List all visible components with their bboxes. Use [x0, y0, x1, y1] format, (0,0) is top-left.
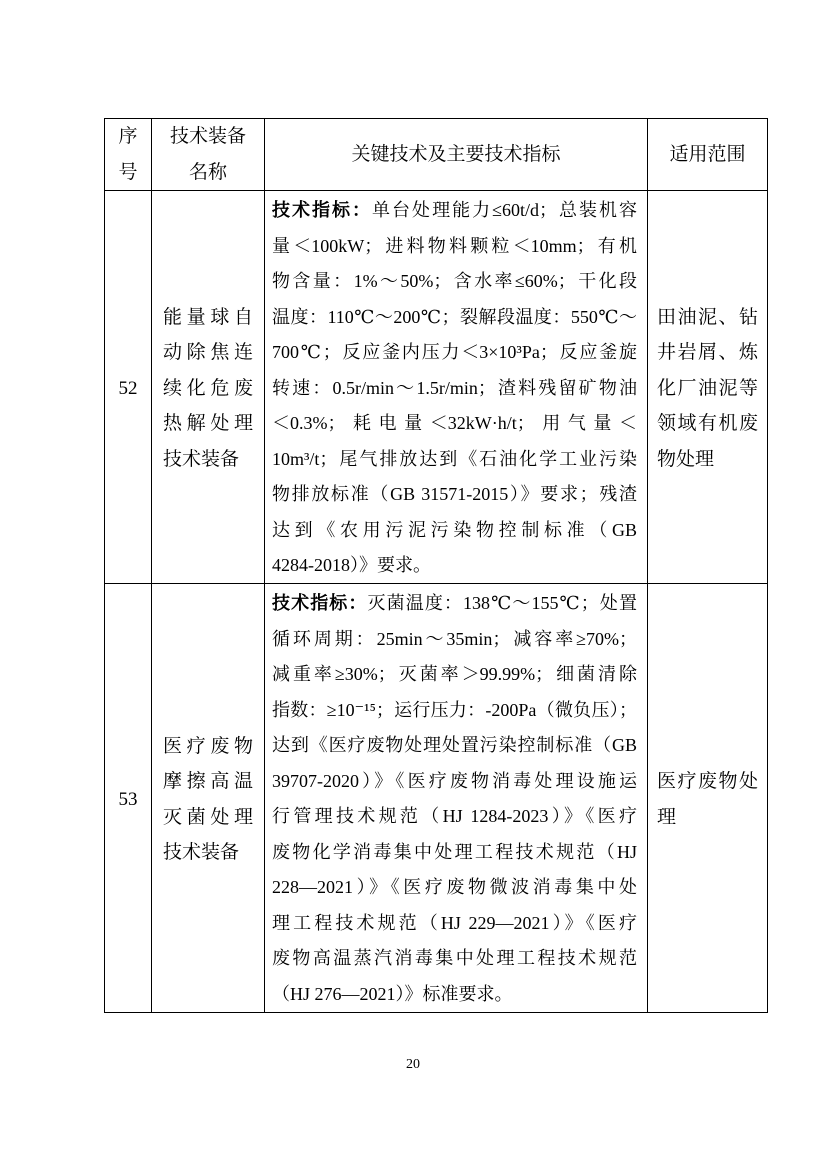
header-name-cell — [151, 118, 265, 191]
indicator-line: 10m³/t；尾气排放达到《石油化学工业污染 — [272, 448, 637, 469]
indicator-line: ＜0.3%；耗电量＜32kW·h/t；用气量＜ — [272, 413, 637, 433]
indicator-line — [272, 193, 637, 229]
indicator-line: 达到《农用污泥污染物控制标准（GB — [272, 519, 637, 540]
indicator-line: 减重率≥30%；灭菌率＞99.99%；细菌清除 — [272, 664, 637, 684]
row-no: 52 — [118, 377, 138, 399]
scope-line: 田油泥、钻 — [657, 306, 758, 328]
scope-line: 化厂油泥等 — [657, 377, 758, 399]
header-scope-text: 适用范围 — [669, 143, 746, 165]
row-no-cell — [104, 583, 152, 1013]
equipment-name-line: 医疗废物 — [163, 735, 253, 757]
indicator-line — [272, 586, 637, 622]
equipment-name-line: 热解处理 — [163, 413, 253, 435]
equipment-name-line: 技术装备 — [163, 842, 240, 863]
scope-line: 物处理 — [657, 448, 715, 470]
header-no-text: 序 — [118, 126, 138, 147]
scope-cell — [647, 583, 768, 1013]
indicator-line: 物排放标准（GB 31571-2015）》要求；残渣 — [272, 484, 637, 504]
header-no-cell — [104, 118, 152, 191]
equipment-name-line: 动除焦连 — [163, 342, 253, 364]
indicator-line: 理工程技术规范（HJ 229—2021）》《医疗 — [272, 912, 637, 933]
indicator-line: （HJ 276—2021）》标准要求。 — [272, 983, 513, 1004]
row-no-cell — [104, 190, 152, 584]
equipment-name-line: 能量球自 — [163, 306, 253, 328]
indicator-line: 达到《医疗废物处理处置污染控制标准（GB — [272, 735, 637, 755]
indicator-line: 量＜100kW；进料物料颗粒＜10mm；有机 — [272, 235, 637, 256]
equipment-name-line: 灭菌处理 — [163, 806, 253, 828]
scope-line: 医疗废物处 — [657, 771, 758, 792]
indicator-label: 技术指标： — [272, 593, 368, 613]
indicator-text: 灭菌温度：138℃～155℃；处置 — [367, 593, 637, 613]
scope-line: 领域有机废 — [657, 413, 758, 435]
page-number: 20 — [406, 1057, 420, 1072]
indicator-line: 4284-2018）》要求。 — [272, 555, 431, 575]
indicator-line: 39707-2020）》《医疗废物消毒处理设施运 — [272, 770, 637, 791]
indicators-cell — [264, 190, 648, 584]
header-name-text: 技术装备 — [169, 126, 246, 147]
equipment-name-cell — [151, 583, 265, 1013]
indicator-line: 行管理技术规范（HJ 1284-2023）》《医疗 — [272, 806, 637, 826]
indicators-cell — [264, 583, 648, 1013]
indicator-line: 700℃；反应釜内压力＜3×10³Pa；反应釜旋 — [272, 342, 637, 362]
indicator-line: 废物化学消毒集中处理工程技术规范（HJ — [272, 841, 637, 862]
scope-line: 理 — [657, 806, 677, 828]
indicator-line: 温度：110℃～200℃；裂解段温度：550℃～ — [272, 306, 637, 327]
header-indicators-text: 关键技术及主要技术指标 — [351, 143, 561, 165]
equipment-name-line: 续化危废 — [163, 377, 253, 399]
scope-line: 井岩屑、炼 — [657, 342, 758, 364]
row-no: 53 — [118, 788, 138, 810]
indicator-text: 单台处理能力≤60t/d；总装机容 — [372, 200, 637, 220]
header-indicators-cell — [264, 118, 648, 191]
header-no-text: 号 — [118, 161, 138, 183]
indicator-line: 循环周期：25min～35min；减容率≥70%； — [272, 628, 637, 649]
indicator-line: 228—2021）》《医疗废物微波消毒集中处 — [272, 877, 637, 897]
indicator-label: 技术指标： — [272, 200, 373, 220]
equipment-name-line: 摩擦高温 — [163, 771, 253, 792]
indicator-line: 物含量：1%～50%；含水率≤60%；干化段 — [272, 271, 637, 291]
equipment-name-cell — [151, 190, 265, 584]
header-name-text: 名称 — [188, 161, 227, 183]
header-scope-cell — [647, 118, 768, 191]
indicator-line: 指数：≥10⁻¹⁵；运行压力：-200Pa（微负压）； — [272, 699, 637, 720]
indicator-line: 废物高温蒸汽消毒集中处理工程技术规范 — [272, 948, 637, 968]
indicator-line: 转速：0.5r/min～1.5r/min；渣料残留矿物油 — [272, 377, 637, 398]
scope-cell — [647, 190, 768, 584]
equipment-name-line: 技术装备 — [163, 448, 240, 470]
